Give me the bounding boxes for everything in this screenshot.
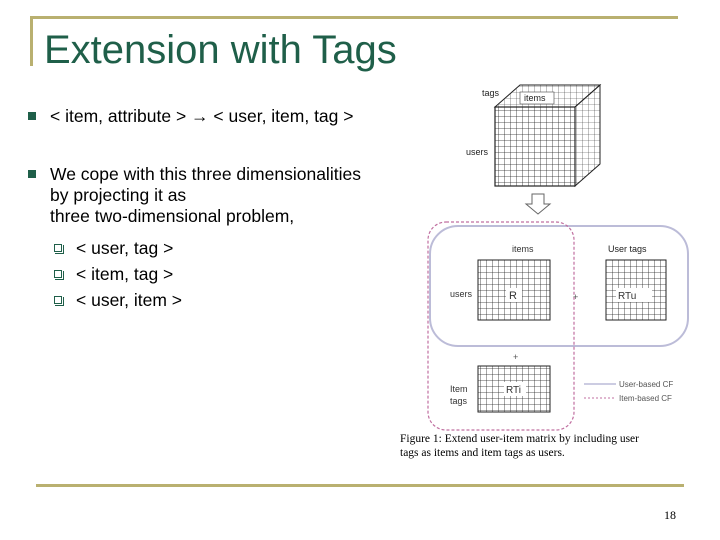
figure-caption xyxy=(400,432,710,460)
sub-bullet-marker xyxy=(54,296,62,304)
slide-title: Extension with Tags xyxy=(44,28,397,72)
legend-item-label: Item-based CF xyxy=(619,394,672,403)
cube-users-label: users xyxy=(466,147,489,157)
tag-extension-figure xyxy=(420,80,710,460)
bullet-marker xyxy=(28,112,36,120)
rtu-label: RTu xyxy=(618,291,637,302)
caption-line-1: Figure 1: Extend user-item matrix by including user xyxy=(400,433,639,445)
users-label: users xyxy=(450,289,473,299)
cube xyxy=(466,85,600,186)
plus-between-r-rti: + xyxy=(513,352,519,362)
bullet-1-text: < item, attribute > → < user, item, tag > xyxy=(50,106,354,126)
sub-bullet-2-text: < item, tag > xyxy=(76,264,174,284)
bullet-2-line-2: by projecting it as xyxy=(50,185,187,205)
title-frame-top xyxy=(30,16,678,19)
cube-items-label: items xyxy=(524,93,546,103)
plus-between-r-rtu: + xyxy=(573,292,579,302)
sub-bullet-1-text: < user, tag > xyxy=(76,238,174,258)
bullet-2-line-1: We cope with this three dimensionalities xyxy=(50,164,361,184)
sub-bullet-3-text: < user, item > xyxy=(76,290,183,310)
bullet-2-line-3: three two-dimensional problem, xyxy=(50,206,295,226)
items-label: items xyxy=(512,244,534,254)
down-arrow-icon xyxy=(526,194,550,214)
sub-bullet-marker xyxy=(54,270,62,278)
user-tags-label: User tags xyxy=(608,244,647,254)
legend-user-label: User-based CF xyxy=(619,380,674,389)
cube-tags-label: tags xyxy=(482,88,500,98)
item-tags-label-line-1: Item xyxy=(450,384,468,394)
r-label: R xyxy=(509,290,517,302)
caption-line-2: tags as items and item tags as users. xyxy=(400,447,565,459)
sub-bullet-marker xyxy=(54,244,62,252)
title-frame-left xyxy=(30,16,33,66)
page-number: 18 xyxy=(664,508,676,522)
rti-label: RTi xyxy=(506,385,521,396)
bullet-marker xyxy=(28,170,36,178)
item-tags-label-line-2: tags xyxy=(450,396,468,406)
footer-frame-line xyxy=(36,484,684,487)
